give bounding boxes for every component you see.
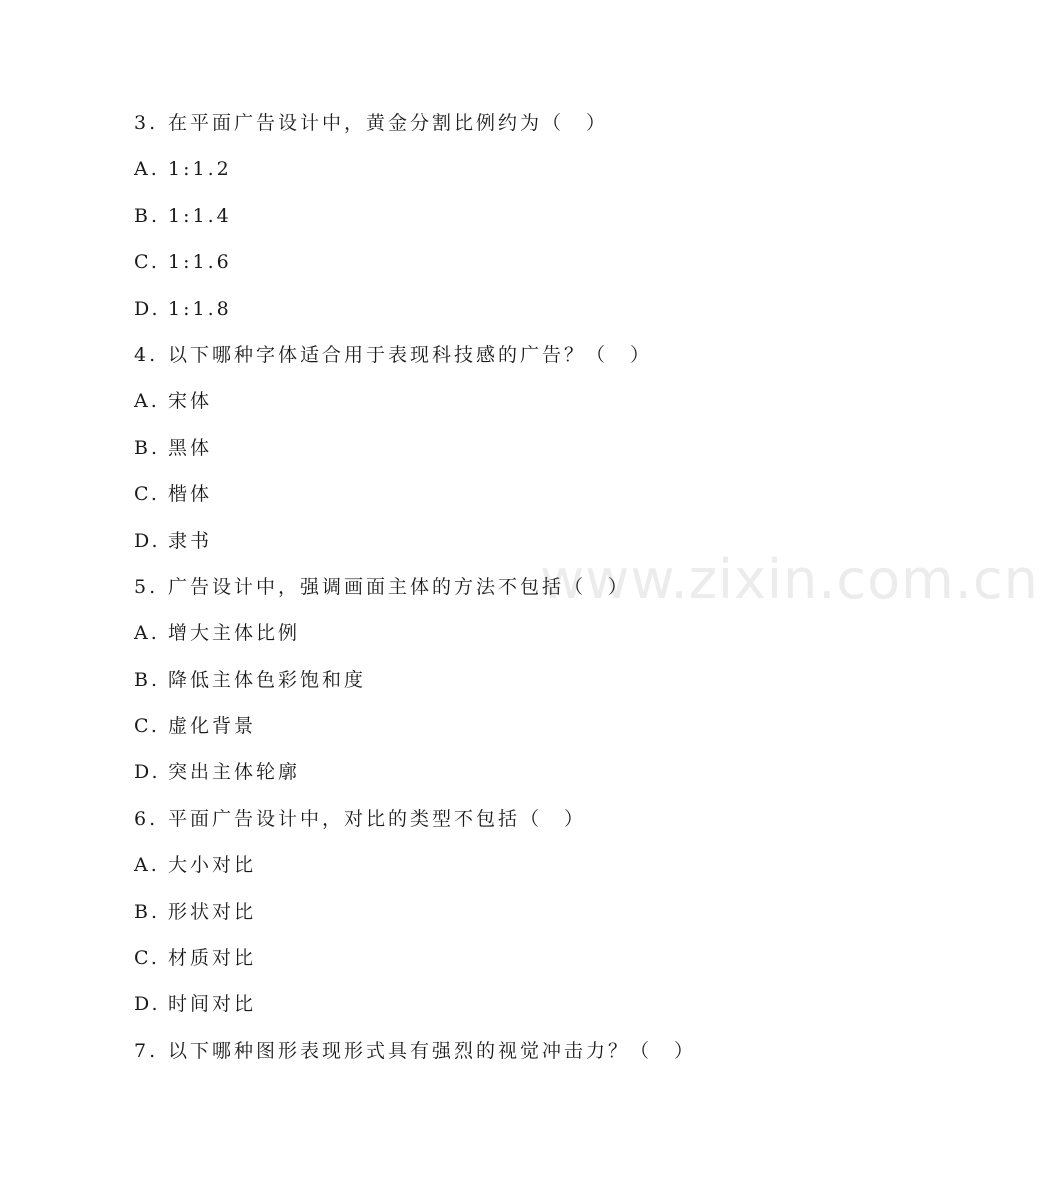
question-3-option-d: [134, 292, 834, 338]
question-4-stem: [134, 338, 834, 384]
option-label: B.: [134, 204, 161, 227]
option-label: C.: [134, 947, 160, 970]
question-6-option-b: [134, 895, 834, 941]
option-label: C.: [134, 251, 160, 274]
option-label: B.: [134, 436, 161, 459]
option-text: 1:1.2: [168, 158, 232, 181]
question-list: [134, 106, 834, 1080]
option-text: 形状对比: [168, 900, 257, 923]
option-label: D.: [134, 993, 161, 1016]
option-text: 宋体: [168, 390, 213, 413]
option-label: B.: [134, 668, 161, 691]
question-6-option-c: [134, 941, 834, 987]
question-text: 以下哪种图形表现形式具有强烈的视觉冲击力？（ ）: [168, 1039, 697, 1062]
question-number: 6.: [134, 807, 159, 830]
question-text: 平面广告设计中，对比的类型不包括（ ）: [168, 807, 587, 830]
question-5-stem: [134, 570, 834, 616]
question-5-option-d: [134, 755, 834, 801]
question-number: 7.: [134, 1039, 159, 1062]
option-text: 1:1.6: [168, 251, 232, 274]
question-6-stem: [134, 802, 834, 848]
question-3-option-a: [134, 152, 834, 198]
option-text: 材质对比: [168, 947, 257, 970]
option-label: A.: [134, 390, 160, 413]
question-4-option-d: [134, 524, 834, 570]
question-text: 广告设计中，强调画面主体的方法不包括（ ）: [168, 575, 631, 598]
option-text: 突出主体轮廓: [168, 761, 301, 784]
option-label: D.: [134, 529, 161, 552]
question-5-option-b: [134, 663, 834, 709]
option-text: 时间对比: [168, 993, 257, 1016]
question-5-option-c: [134, 709, 834, 755]
option-text: 降低主体色彩饱和度: [168, 668, 367, 691]
question-6-option-a: [134, 848, 834, 894]
question-6-option-d: [134, 987, 834, 1033]
watermark: www.zixin.com.cn: [540, 548, 1039, 611]
question-4-option-c: [134, 477, 834, 523]
option-text: 楷体: [168, 483, 213, 506]
option-label: A.: [134, 158, 160, 181]
option-text: 隶书: [168, 529, 213, 552]
option-label: A.: [134, 622, 160, 645]
option-label: C.: [134, 483, 160, 506]
question-5-option-a: [134, 616, 834, 662]
option-text: 增大主体比例: [168, 622, 301, 645]
option-label: A.: [134, 854, 160, 877]
option-label: B.: [134, 900, 161, 923]
option-text: 黑体: [168, 436, 213, 459]
question-7-stem: [134, 1034, 834, 1080]
option-text: 大小对比: [168, 854, 257, 877]
option-label: D.: [134, 297, 161, 320]
option-label: C.: [134, 715, 160, 738]
question-text: 在平面广告设计中，黄金分割比例约为（ ）: [168, 112, 609, 134]
question-3-option-b: [134, 199, 834, 245]
question-number: 4.: [134, 343, 159, 366]
question-3-option-c: [134, 245, 834, 291]
option-text: 1:1.8: [168, 297, 232, 320]
question-number: 3.: [134, 112, 159, 134]
question-number: 5.: [134, 575, 159, 598]
question-4-option-b: [134, 431, 834, 477]
option-text: 虚化背景: [168, 715, 257, 738]
question-3-stem: [134, 106, 834, 152]
question-text: 以下哪种字体适合用于表现科技感的广告？（ ）: [168, 343, 653, 366]
question-4-option-a: [134, 384, 834, 430]
option-label: D.: [134, 761, 161, 784]
option-text: 1:1.4: [168, 204, 232, 227]
